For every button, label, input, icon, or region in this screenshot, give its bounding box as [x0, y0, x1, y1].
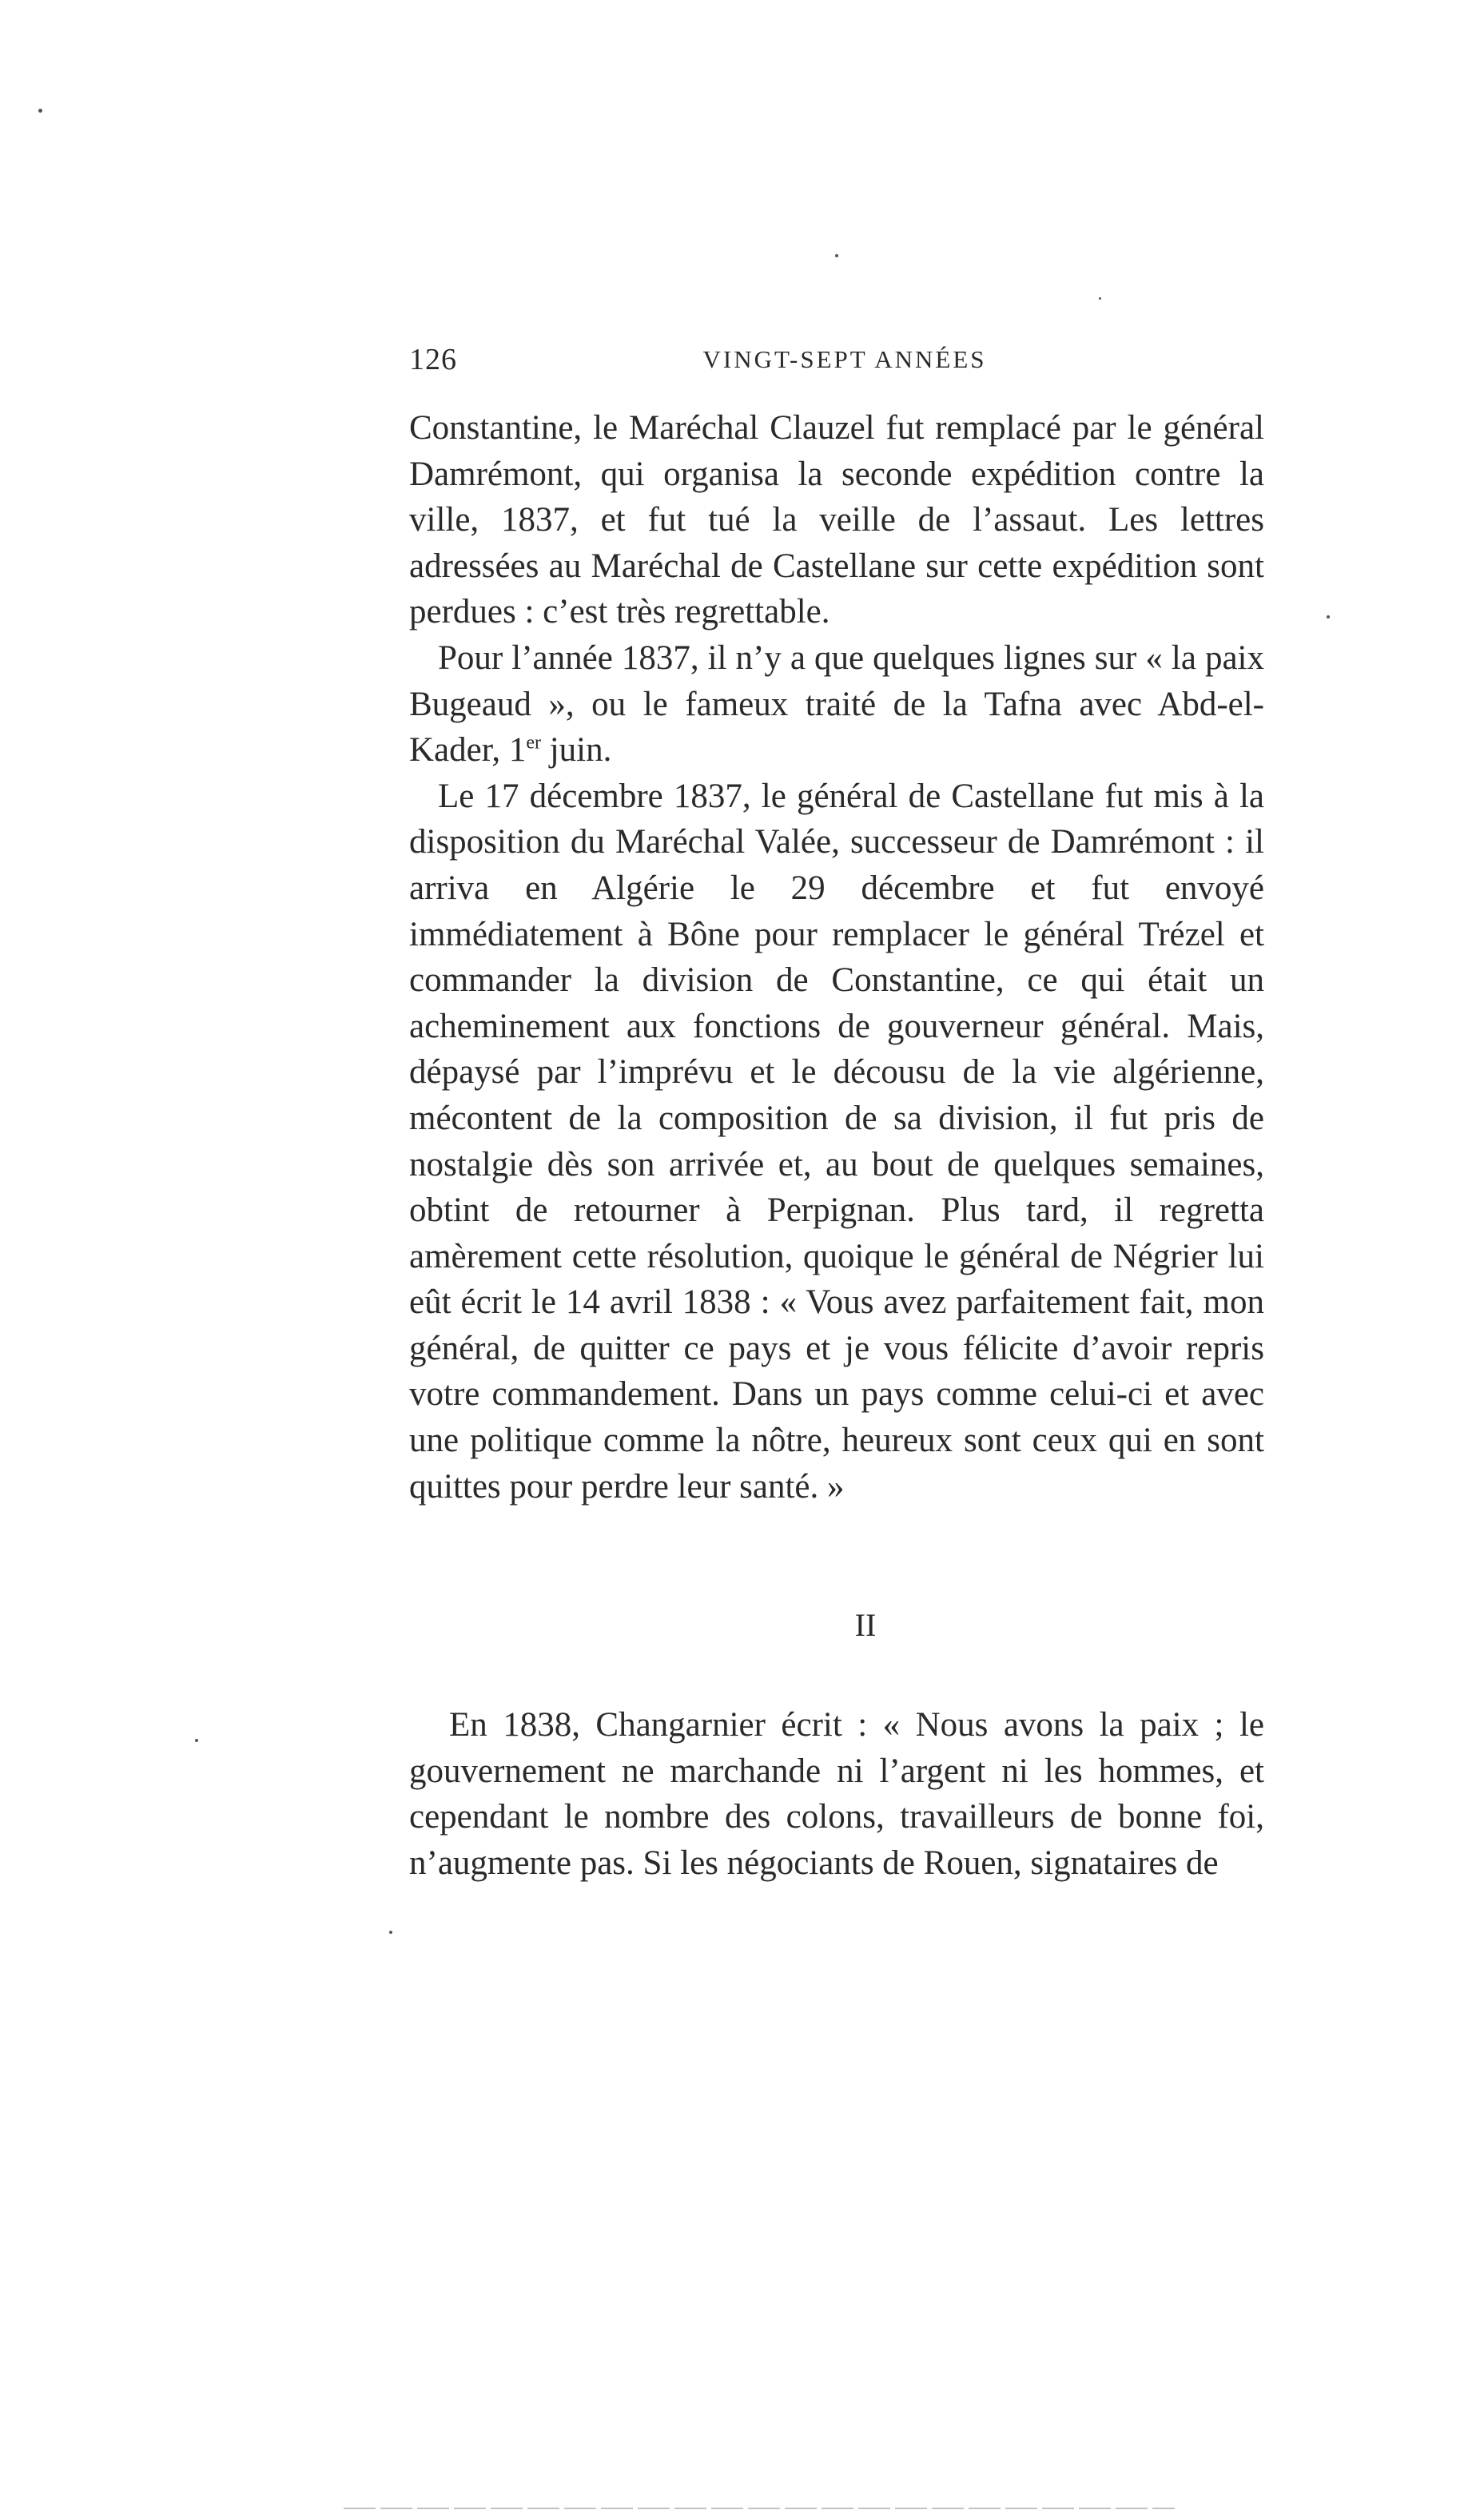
body-text-section-1	[409, 405, 1264, 1510]
section-heading-roman: II	[854, 1607, 877, 1643]
running-title: VINGT-SEPT ANNÉES	[702, 345, 987, 373]
body-text-section-2	[409, 1702, 1264, 1886]
paragraph-2-text: Pour l’année 1837, il n’y a que quelques lignes sur « la paix Bugeaud », ou le fameux traité de la Tafna avec Abd-el-Kader, 1	[409, 638, 1264, 770]
running-header	[409, 342, 1264, 382]
page-bottom-edge	[344, 2508, 1175, 2509]
ordinal-suffix: er	[526, 732, 541, 754]
paragraph-4: En 1838, Changarnier écrit : « Nous avons la paix ; le gouvernement ne marchande ni l’argent ni les hommes, et cependant le nombre des colons, travailleurs de bonne foi, n’augmente pas. Si les négociants de Rouen, signataires de	[409, 1706, 1264, 1882]
paragraph-3: Le 17 décembre 1837, le général de Castellane fut mis à la disposition du Maréchal Valée, successeur de Damrémont : il arriva en Algérie le 29 décembre et fut envoyé immédiatement à Bône pour remplacer le général Trézel et commander la division de Constantine, ce qui était un acheminement aux fonctions de gouverneur général. Mais, dépaysé par l’imprévu et le décousu de la vie algérienne, mécontent de la composition de sa division, il fut pris de nostalgie dès son arrivée et, au bout de quelques semaines, obtint de retourner à Perpignan. Plus tard, il regretta amèrement cette résolution, quoique le général de Négrier lui eût écrit le 14 avril 1838 : « Vous avez parfaitement fait, mon général, de quitter ce pays et je vous félicite d’avoir repris votre commandement. Dans un pays comme celui-ci et avec une politique comme la nôtre, heureux sont ceux qui en sont quittes pour perdre leur santé. »	[409, 777, 1264, 1506]
paragraph-2-end: juin.	[540, 731, 612, 770]
paragraph-2	[409, 635, 1264, 774]
paragraph-1: Constantine, le Maréchal Clauzel fut remplacé par le général Damrémont, qui organisa la seconde expédition contre la ville, 1837, et fut tué la veille de l’assaut. Les lettres adressées au Maréchal de Castellane sur cette expédition sont perdues : c’est très regrettable.	[409, 409, 1264, 631]
page-number: 126	[409, 343, 457, 376]
